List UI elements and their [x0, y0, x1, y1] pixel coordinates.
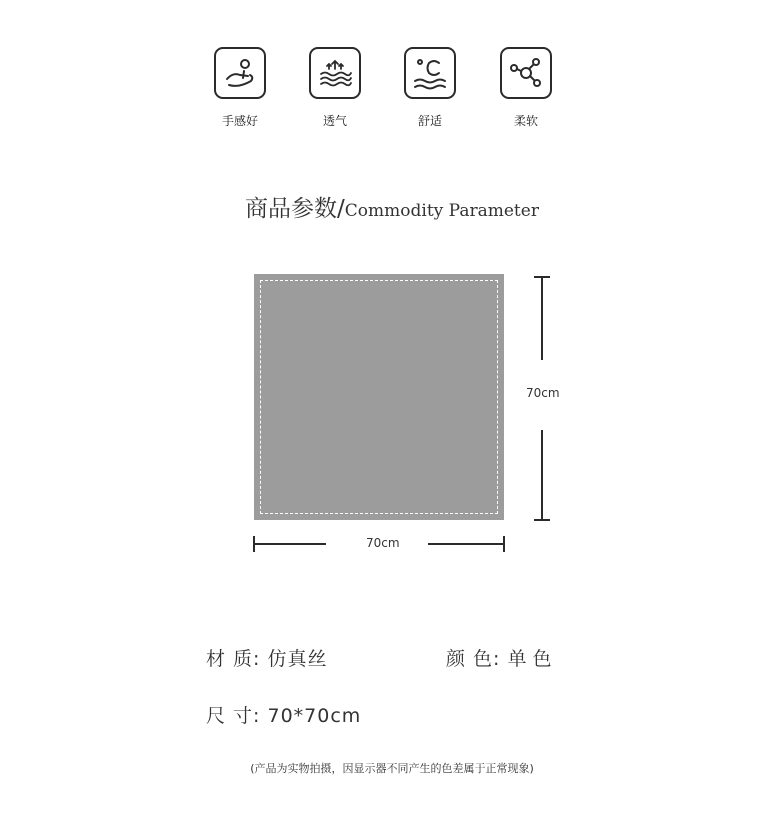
feature-label: 柔软 [513, 114, 538, 128]
color-disclaimer: (产品为实物拍摄，因显示器不同产生的色差属于正常现象) [250, 762, 534, 775]
feature-soft [486, 47, 566, 129]
dimension-lines [250, 270, 580, 560]
width-label: 70cm [366, 536, 400, 550]
feature-label: 透气 [322, 114, 347, 128]
size-label: 尺 寸: [206, 705, 261, 727]
color-spec [446, 644, 558, 671]
size-spec [206, 701, 361, 728]
soft-molecule-icon [500, 47, 552, 99]
size-diagram [250, 270, 580, 560]
feature-label: 手感好 [221, 114, 258, 128]
color-value: 单色 [507, 648, 558, 670]
feature-comfortable [390, 47, 470, 129]
feature-label: 舒适 [417, 114, 442, 128]
feature-hand-feel [200, 47, 280, 129]
feature-breathable [295, 47, 375, 129]
section-title-cn: 商品参数 [245, 196, 338, 222]
material-value: 仿真丝 [267, 648, 328, 670]
section-title-en: Commodity Parameter [344, 201, 539, 221]
hand-touch-icon [214, 47, 266, 99]
section-title [0, 190, 784, 223]
height-label: 70cm [526, 386, 560, 400]
temperature-icon [404, 47, 456, 99]
feature-row [0, 47, 784, 137]
size-value: 70*70cm [267, 705, 362, 727]
section-title-separator: / [337, 196, 345, 222]
color-label: 颜 色: [446, 648, 501, 670]
breathable-icon [309, 47, 361, 99]
material-label: 材 质: [206, 648, 261, 670]
material-spec [206, 644, 328, 671]
